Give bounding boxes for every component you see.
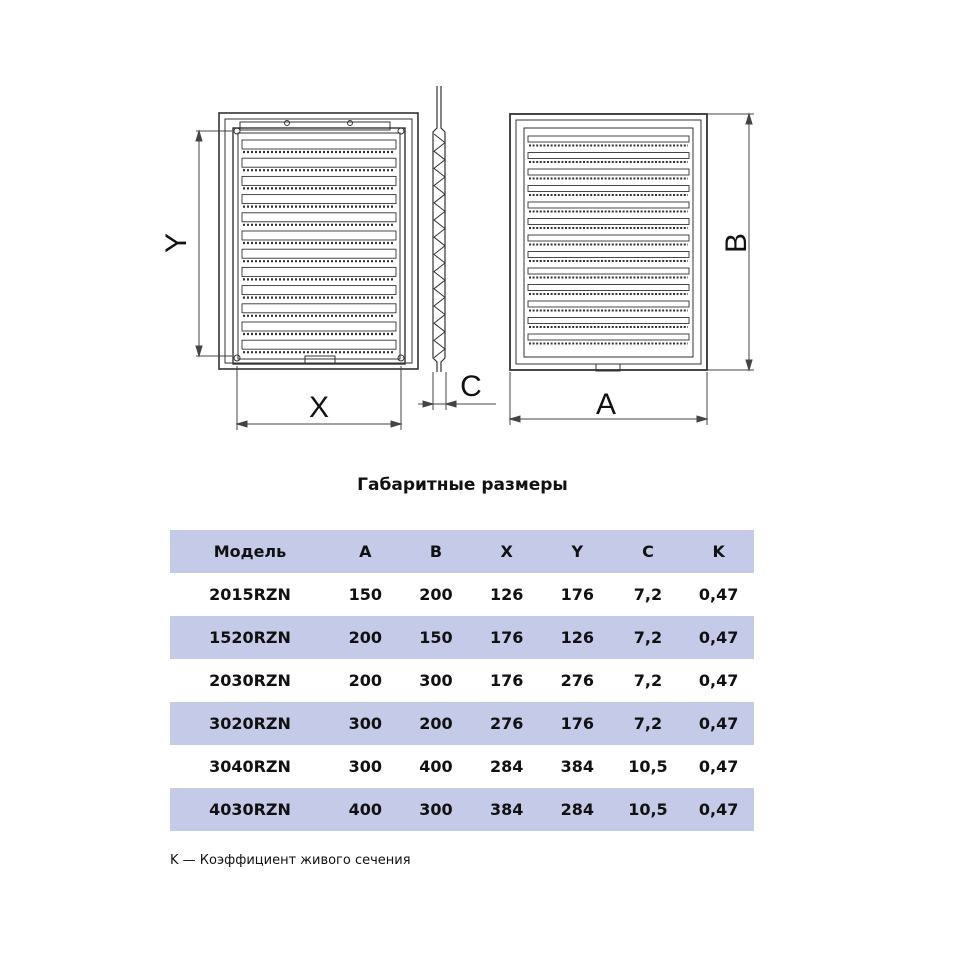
- cell-x: 384: [489, 800, 524, 819]
- cell-c: 7,2: [633, 714, 663, 733]
- dimensions-title: Габаритные размеры: [357, 475, 568, 495]
- c-dimension: [418, 372, 496, 410]
- louver-slat: [242, 140, 396, 149]
- cell-x: 276: [489, 714, 524, 733]
- cell-a: 200: [348, 628, 383, 647]
- louver-slat: [528, 318, 689, 324]
- louver-slat: [242, 340, 396, 349]
- cell-k: 0,47: [698, 585, 739, 604]
- cell-a: 400: [348, 800, 383, 819]
- a-dimension-label: A: [595, 388, 617, 421]
- cell-model: 1520RZN: [209, 628, 291, 647]
- louver-slat: [242, 286, 396, 295]
- table-header-row: [170, 530, 754, 573]
- cell-x: 126: [489, 585, 524, 604]
- table-row: [170, 573, 754, 616]
- louver-slat: [242, 249, 396, 258]
- table-row: [170, 659, 754, 702]
- table-row: [170, 745, 754, 788]
- louver-slat: [528, 202, 689, 208]
- cell-y: 126: [560, 628, 594, 647]
- x-dimension-label: X: [308, 391, 330, 424]
- cell-b: 150: [419, 628, 453, 647]
- louver-slat: [528, 334, 689, 340]
- y-dimension: [196, 131, 232, 356]
- header-x: X: [500, 542, 513, 561]
- header-b: B: [429, 542, 443, 561]
- cell-a: 200: [348, 671, 383, 690]
- louver-slat: [528, 301, 689, 307]
- back-view-grille-body: [233, 128, 405, 364]
- louver-slat: [528, 153, 689, 159]
- table-row: [170, 616, 754, 659]
- cell-b: 200: [419, 585, 453, 604]
- back-view-slats: [242, 140, 396, 352]
- cell-k: 0,47: [698, 671, 739, 690]
- grille-side-view: [433, 86, 445, 372]
- louver-slat: [528, 268, 689, 274]
- cell-model: 4030RZN: [209, 800, 291, 819]
- cell-c: 7,2: [633, 628, 663, 647]
- dimensions-table: [170, 530, 754, 831]
- louver-slat: [242, 176, 396, 185]
- back-view-inner-frame: [225, 119, 412, 363]
- louver-slat: [528, 136, 689, 142]
- y-dimension-label: Y: [160, 232, 193, 254]
- cell-x: 176: [489, 671, 524, 690]
- table-row: [170, 702, 754, 745]
- cell-b: 300: [419, 800, 453, 819]
- louver-slat: [528, 252, 689, 258]
- header-y: Y: [571, 542, 584, 561]
- grille-front-view: [510, 114, 707, 371]
- screw-icon: [285, 121, 290, 126]
- c-dimension-label: C: [460, 370, 482, 403]
- cell-y: 176: [560, 585, 594, 604]
- technical-drawing: [0, 0, 955, 470]
- cell-a: 300: [348, 714, 383, 733]
- cell-a: 300: [348, 757, 383, 776]
- cell-y: 176: [560, 714, 594, 733]
- header-a: A: [359, 542, 372, 561]
- grille-back-view: [219, 113, 418, 369]
- louver-slat: [528, 285, 689, 291]
- cell-model: 2030RZN: [209, 671, 291, 690]
- louver-slat: [528, 169, 689, 175]
- footnote: K — Коэффициент живого сечения: [170, 853, 411, 868]
- louver-slat: [528, 219, 689, 225]
- table-row: [170, 788, 754, 831]
- back-view-top-clip: [240, 122, 390, 130]
- cell-model: 3040RZN: [209, 757, 291, 776]
- screw-icon: [398, 128, 404, 134]
- louver-slat: [242, 304, 396, 313]
- cell-k: 0,47: [698, 628, 739, 647]
- cell-c: 10,5: [628, 757, 668, 776]
- screw-icon: [234, 355, 240, 361]
- cell-model: 2015RZN: [209, 585, 291, 604]
- louver-slat: [242, 231, 396, 240]
- cell-b: 300: [419, 671, 453, 690]
- cell-k: 0,47: [698, 800, 739, 819]
- cell-c: 7,2: [633, 671, 663, 690]
- cell-a: 150: [348, 585, 383, 604]
- header-k: K: [712, 542, 725, 561]
- front-view-slats: [528, 136, 689, 344]
- b-dimension-label: B: [720, 232, 753, 254]
- louver-slat: [528, 235, 689, 241]
- cell-x: 284: [489, 757, 524, 776]
- louver-slat: [242, 195, 396, 204]
- louver-slat: [242, 322, 396, 331]
- header-c: C: [642, 542, 654, 561]
- cell-x: 176: [489, 628, 524, 647]
- header-model: Модель: [213, 542, 287, 561]
- cell-y: 284: [560, 800, 594, 819]
- cell-b: 200: [419, 714, 453, 733]
- louver-slat: [242, 158, 396, 167]
- louver-slat: [242, 213, 396, 222]
- louver-slat: [242, 267, 396, 276]
- screw-icon: [398, 355, 404, 361]
- cell-y: 384: [560, 757, 594, 776]
- cell-k: 0,47: [698, 714, 739, 733]
- cell-y: 276: [560, 671, 594, 690]
- cell-c: 7,2: [633, 585, 663, 604]
- cell-k: 0,47: [698, 757, 739, 776]
- cell-model: 3020RZN: [209, 714, 291, 733]
- cell-b: 400: [419, 757, 453, 776]
- screw-icon: [234, 128, 240, 134]
- screw-icon: [348, 121, 353, 126]
- louver-slat: [528, 186, 689, 192]
- cell-c: 10,5: [628, 800, 668, 819]
